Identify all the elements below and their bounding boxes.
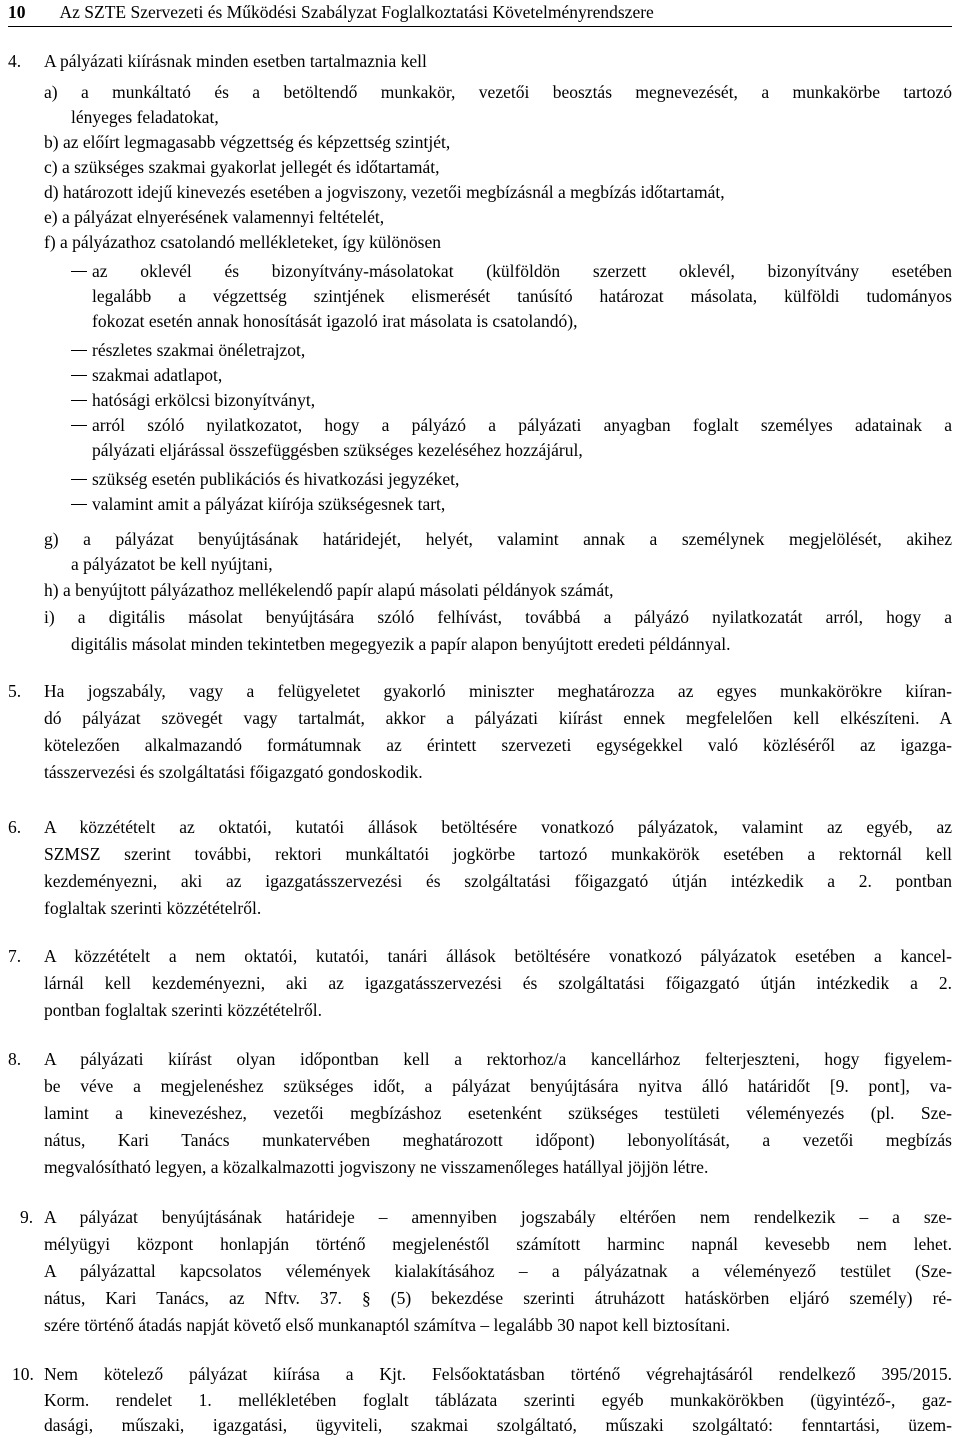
section-4-number: 4. xyxy=(8,51,22,71)
section-4-item-d: d) határozott idejű kinevezés esetében a jogviszony, vezetői megbízásnál a megbízás időtartamát, xyxy=(44,182,725,202)
section-5-number: 5. xyxy=(8,681,22,701)
section-9-number: 9. xyxy=(20,1207,34,1227)
section-4-item-g-line1: g) a pályázat benyújtásának határidejét, helyét, valamint annak a személynek megjelölését, akihez xyxy=(44,529,952,549)
section-6-number: 6. xyxy=(8,817,22,837)
section-10-line: Korm. rendelet 1. mellékletében foglalt táblázata szerinti egyéb munkakörökben (ügyintéző-, gaz- xyxy=(44,1390,952,1410)
section-4-item-i-line1: i) a digitális másolat benyújtására szóló felhívást, továbbá a pályázó nyilatkozatát arról, hogy a xyxy=(44,607,952,627)
header-title: Az SZTE Szervezeti és Működési Szabályzat Foglalkoztatási Követelményrendszere xyxy=(59,2,654,22)
section-4-item-a-line2: lényeges feladatokat, xyxy=(71,107,219,127)
section-10-line: Nem kötelező pályázat kiírása a Kjt. Felsőoktatásban történő végrehajtásáról rendelkező 395/2015. xyxy=(44,1364,952,1384)
sub-item-line: pályázati eljárással összefüggésben szükséges kezeléséhez hozzájárul, xyxy=(92,440,583,460)
section-4-item-c: c) a szükséges szakmai gyakorlat jellegét és időtartamát, xyxy=(44,157,440,177)
section-7-line: pontban foglaltak szerinti közzétételről. xyxy=(44,1000,322,1020)
section-8-line: megvalósítható legyen, a közalkalmazotti jogviszony ne visszamenőleges hatállyal jöjjön létre. xyxy=(44,1157,709,1177)
section-9-line: A pályázattal kapcsolatos vélemények kialakításához – a pályázatnak a véleményező testület (Sze- xyxy=(44,1261,952,1281)
page-header xyxy=(8,0,952,27)
sub-item-line: részletes szakmai önéletrajzot, xyxy=(92,340,306,360)
sub-item-line: arról szóló nyilatkozatot, hogy a pályázó a pályázati anyagban foglalt személyes adatainak a xyxy=(92,415,952,435)
list-dash xyxy=(71,479,87,480)
section-5-line: tásszervezési és szolgáltatási főigazgató gondoskodik. xyxy=(44,762,423,782)
section-4-item-g-line2: a pályázatot be kell nyújtani, xyxy=(71,554,273,574)
section-7-number: 7. xyxy=(8,946,22,966)
section-9-line: A pályázat benyújtásának határideje – amennyiben jogszabály eltérően nem rendelkezik – a sze- xyxy=(44,1207,952,1227)
section-6-line: A közzétételt az oktatói, kutatói állások betöltésére vonatkozó pályázatok, valamint az egyéb, az xyxy=(44,817,952,837)
list-dash xyxy=(71,504,87,505)
section-9-line: szére történő átadás napját követő első munkanaptól számítva – legalább 30 napot kell biztosítani. xyxy=(44,1315,731,1335)
section-6-line: SZMSZ szerint további, rektori munkáltatói jogkörbe tartozó munkakörök esetében a rektornál kell xyxy=(44,844,952,864)
section-4-item-b: b) az előírt legmagasabb végzettség és képzettség szintjét, xyxy=(44,132,451,152)
section-4-item-i-line2: digitális másolat minden tekintetben megegyezik a papír alapon benyújtott eredeti példánnyal. xyxy=(71,634,731,654)
section-4-item-f: f) a pályázathoz csatolandó mellékleteket, így különösen xyxy=(44,232,442,252)
sub-item-line: fokozat esetén annak honosítását igazoló irat másolata is csatolandó), xyxy=(92,311,578,331)
section-4-item-h: h) a benyújtott pályázathoz mellékelendő papír alapú másolati példányok számát, xyxy=(44,580,614,600)
section-9-line: nátus, Kari Tanács, az Nftv. 37. § (5) bekezdése szerinti átruházott hatáskörben eljáró személy) ré- xyxy=(44,1288,952,1308)
list-dash xyxy=(71,271,87,272)
section-6-line: kezdeményezni, aki az igazgatásszervezési és szolgáltatási főigazgató útján intézkedik a 2. pontban xyxy=(44,871,952,891)
sub-item-line: valamint amit a pályázat kiírója szükségesnek tart, xyxy=(92,494,446,514)
section-8-number: 8. xyxy=(8,1049,22,1069)
section-5-line: Ha jogszabály, vagy a felügyeletet gyakorló miniszter meghatározza az egyes munkakörökre kiíran- xyxy=(44,681,952,701)
section-4-item-e: e) a pályázat elnyerésének valamennyi feltételét, xyxy=(44,207,385,227)
list-dash xyxy=(71,375,87,376)
sub-item-line: legalább a végzettség szintjének elismerését tanúsító határozat másolata, külföldi tudományos xyxy=(92,286,952,306)
list-dash xyxy=(71,350,87,351)
section-4-lead: A pályázati kiírásnak minden esetben tartalmaznia kell xyxy=(44,51,427,71)
section-5-line: kötelezően alkalmazandó formátumnak az érintett szervezeti egységekkel való közléséről az igazga- xyxy=(44,735,952,755)
section-6-line: foglaltak szerinti közzétételről. xyxy=(44,898,262,918)
section-9-line: mélyügyi központ honlapján történő megjelenéstől számított harminc napnál kevesebb nem lehet. xyxy=(44,1234,952,1254)
section-7-line: A közzétételt a nem oktatói, kutatói, tanári állások betöltésére vonatkozó pályázatok esetében a kancel- xyxy=(44,946,952,966)
section-8-line: nátus, Kari Tanács munkatervében meghatározott időpont) lebonyolítását, a vezetői megbízás xyxy=(44,1130,952,1150)
section-5-line: dó pályázat szövegét vagy tartalmát, akkor a pályázati kiírást ennek megfelelően kell elkészíteni. A xyxy=(44,708,952,728)
section-8-line: lamint a kinevezéshez, vezetői megbízáshoz esetenként szükséges testületi véleményezés (pl. Sze- xyxy=(44,1103,952,1123)
sub-item-line: szükség esetén publikációs és hivatkozási jegyzéket, xyxy=(92,469,460,489)
section-8-line: A pályázati kiírást olyan időpontban kell a rektorhoz/a kancellárhoz felterjeszteni, hogy figyelem- xyxy=(44,1049,952,1069)
section-8-line: be véve a megjelenéshez szükséges időt, a pályázat benyújtására nyitva álló határidőt [9. pont], va- xyxy=(44,1076,952,1096)
sub-item-line: az oklevél és bizonyítvány-másolatokat (külföldön szerzett oklevél, bizonyítvány esetében xyxy=(92,261,952,281)
list-dash xyxy=(71,425,87,426)
list-dash xyxy=(71,400,87,401)
page-number: 10 xyxy=(8,2,26,22)
section-10-line: dasági, műszaki, igazgatási, ügyviteli, szakmai szolgáltató, műszaki szolgáltató: fenntartási, üzem- xyxy=(44,1415,952,1435)
sub-item-line: hatósági erkölcsi bizonyítványt, xyxy=(92,390,316,410)
section-10-number: 10. xyxy=(12,1364,34,1384)
section-7-line: lárnál kell kezdeményezni, aki az igazgatásszervezési és szolgáltatási főigazgató útján intézkedik a 2. xyxy=(44,973,952,993)
sub-item-line: szakmai adatlapot, xyxy=(92,365,223,385)
section-4-item-a-line1: a) a munkáltató és a betöltendő munkakör, vezetői beosztás megnevezését, a munkakörbe tartozó xyxy=(44,82,952,102)
